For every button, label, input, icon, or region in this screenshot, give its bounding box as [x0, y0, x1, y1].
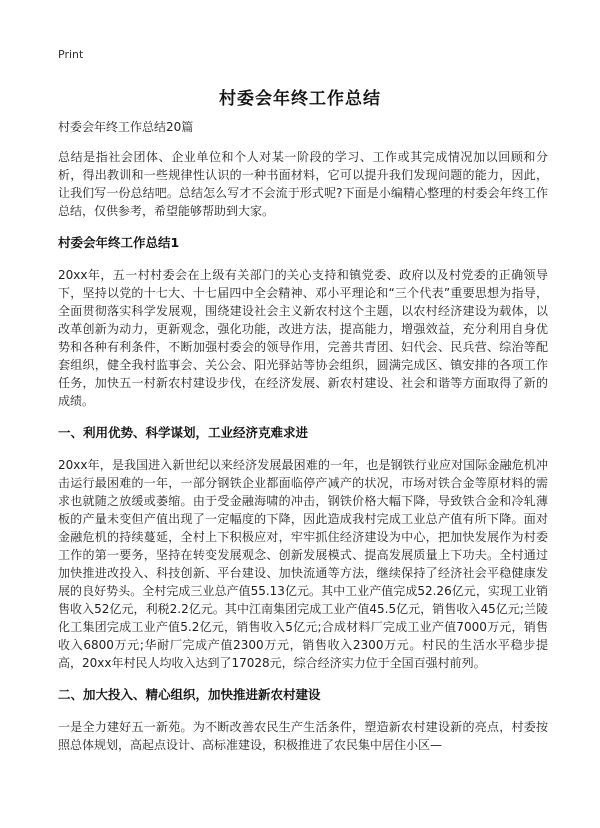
- subsection-paragraph-industry: 20xx年，是我国进入新世纪以来经济发展最困难的一年，也是钢铁行业应对国际金融危机冲击运行最困难的一年，一部分钢铁企业都面临停产减产的状况，市场对铁合金等原材料的需求也就随之放缓或萎缩。由于受金融海啸的冲击，钢铁价格大幅下降，导致铁合金和冷轧薄板的产量未变但产值出现了一定幅度的下降，因此造成我村完成工业总产值有所下降。面对金融危机的持续蔓延，全村上下积极应对，牢牢抓住经济建设为中心，把加快发展作为村委工作的第一要务，坚持在转变发展观念、创新发展模式、提高发展质量上下功夫。全村通过加快推进改投入、科技创新、平台建设、加快流通等方法，继续保持了经济社会平稳健康发展的良好势头。全村完成三业总产值55.13亿元。其中工业产值完成52.26亿元，实现工业销售收入52亿元，利税2.2亿元。其中江南集团完成工业产值45.5亿元，销售收入45亿元;兰陵化工集团完成工业产值5.2亿元，销售收入5亿元;合成材料厂完成工业产值7000万元，销售收入6800万元;华耐厂完成产值2300万元，销售收入2300万元。村民的生活水平稳步提高，20xx年村民人均收入达到了17028元，综合经济实力位于全国百强村前列。: [58, 458, 548, 670]
- document-body: [58, 118, 548, 768]
- document-title: 村委会年终工作总结: [219, 89, 381, 109]
- intro-paragraph: 总结是指社会团体、企业单位和个人对某一阶段的学习、工作或其完成情况加以回顾和分析，得出教训和一些规律性认识的一种书面材料，它可以提升我们发现问题的能力，因此，让我们写一份总结吧。总结怎么写才不会流于形式呢?下面是小编精心整理的村委会年终工作总结，仅供参考，希望能够帮助到大家。: [58, 150, 548, 218]
- subsection-heading-industry: 一、利用优势、科学谋划，工业经济克难求进: [58, 425, 309, 440]
- print-label: Print: [58, 48, 84, 61]
- document-subtitle: 村委会年终工作总结20篇: [58, 120, 194, 134]
- section-paragraph-1: 20xx年，五一村村委会在上级有关部门的关心支持和镇党委、政府以及村党委的正确领导下，坚持以党的十七大、十七届四中全会精神、邓小平理论和“三个代表”重要思想为指导，全面贯彻落实科学发展观，围绕建设社会主义新农村这个主题，以农村经济建设为载体，以改革创新为动力，更新观念，强化功能，改进方法，提高能力，增强效益，充分利用自身优势和各种有利条件，不断加强村委会的领导作用，完善共青团、妇代会、民兵营、综治等配套组织，健全我村监事会、关公会、阳光驿站等协会组织，圆满完成区、镇安排的各项工作任务，加快五一村新农村建设步伐，在经济发展、新农村建设、社会和谐等方面取得了新的成绩。: [58, 268, 548, 408]
- subsection-heading-countryside: 二、加大投入、精心组织，加快推进新农村建设: [58, 687, 321, 702]
- section-heading-1: 村委会年终工作总结1: [58, 235, 180, 250]
- subsection-paragraph-countryside: 一是全力建好五一新苑。为不断改善农民生产生活条件，塑造新农村建设新的亮点，村委按照总体规划，高起点设计、高标准建设，积极推进了农民集中居住小区—: [58, 720, 548, 752]
